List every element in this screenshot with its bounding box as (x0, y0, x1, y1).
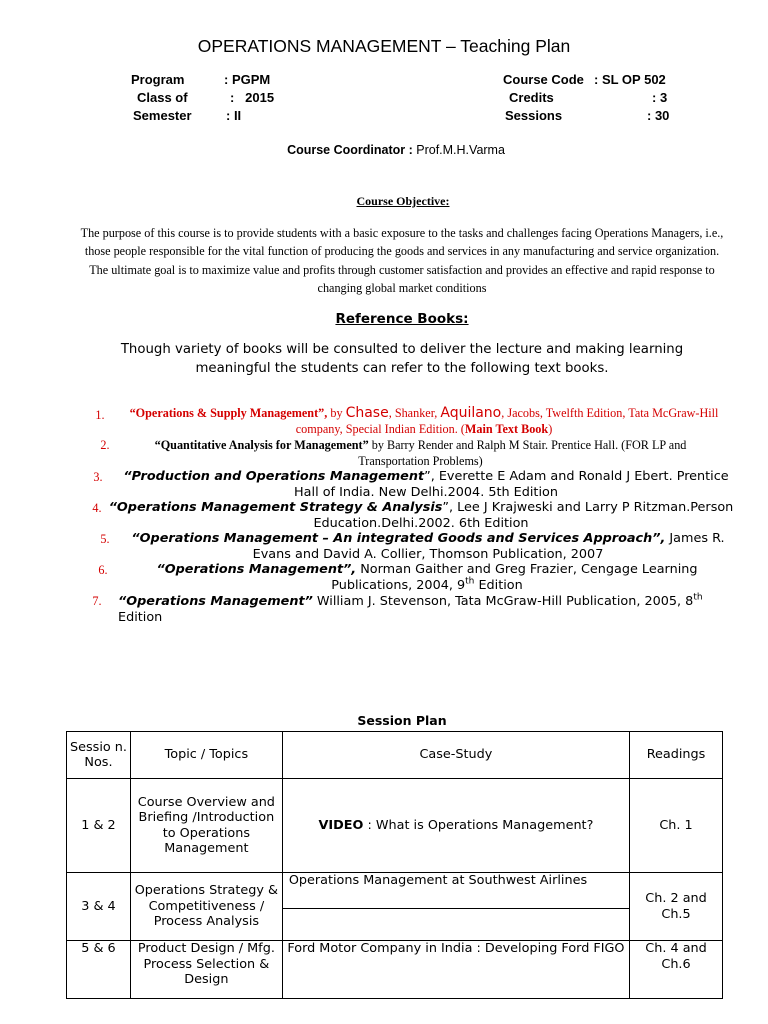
ref-item-3 (112, 469, 740, 500)
ref-item-7 (118, 594, 718, 625)
ref-rest: by Barry Render and Ralph M Stair. Prentice Hall. (FOR LP and Transportation Problems) (358, 438, 687, 468)
ref-title: “Operations Management Strategy & Analysis (108, 500, 443, 515)
ref-rest: , Jacobs, Twelfth Edition, Tata McGraw-Hill company, Special Indian Edition. ( (295, 406, 719, 436)
ref-title: “Operations Management”, (156, 562, 357, 577)
session-plan-title: Session Plan (357, 713, 447, 728)
coordinator-label: Course Coordinator : (287, 143, 413, 157)
sessions-value: : 30 (647, 108, 670, 123)
case-cell (282, 779, 629, 873)
ref-author: Chase (345, 405, 389, 421)
ref-title: “Operations Management” (118, 594, 313, 609)
class-value: : 2015 (230, 90, 275, 105)
sessions-label: Sessions (505, 108, 563, 123)
ref-item-6 (116, 562, 738, 593)
table-header-row (67, 732, 723, 779)
objective-text: The purpose of this course is to provide students with a basic exposure to the tasks and challenges facing Operations Managers, i.e., those people responsible for the vital function of producing the goods and services in any manufacturing and service organization. The ultimate goal is to maximize value and profits through customer satisfaction and provides an effective and rapid response to changing global market conditions (80, 226, 724, 295)
ref-author: Aquilano (440, 405, 502, 421)
ref-after: Edition (474, 577, 523, 593)
table-row (67, 941, 723, 999)
page-title: OPERATIONS MANAGEMENT – Teaching Plan (197, 36, 571, 56)
ref-sup: th (693, 592, 703, 603)
table-row (67, 779, 723, 873)
case-prefix: VIDEO (318, 817, 364, 833)
header-case-study: Case-Study (282, 732, 629, 779)
coordinator-name: Prof.M.H.Varma (416, 143, 505, 157)
program-label: Program (131, 72, 185, 87)
ref-number: 4. (92, 501, 102, 515)
session-cell: 3 & 4 (67, 873, 131, 941)
ref-by: by (327, 406, 346, 420)
ref-item-5 (119, 531, 737, 562)
reference-intro: Though variety of books will be consulted to deliver the lecture and making learning meaningful the students can refer to the following text books. (120, 342, 684, 376)
semester-label: Semester (133, 108, 192, 123)
ref-note: Main Text Book (464, 421, 549, 436)
ref-rest: James R. Evans and David A. Collier, Thomson Publication, 2007 (252, 531, 725, 562)
course-code-label: Course Code (503, 72, 584, 87)
ref-number: 5. (100, 532, 110, 546)
session-cell: 1 & 2 (67, 779, 131, 873)
header-readings: Readings (630, 732, 723, 779)
ref-title: “Quantitative Analysis for Management” (154, 438, 369, 452)
ref-rest: William J. Stevenson, Tata McGraw-Hill Publication, 2005, 8 (312, 594, 694, 609)
case-text: : What is Operations Management? (363, 817, 594, 833)
session-plan-table (66, 731, 723, 999)
ref-item-1 (114, 406, 734, 437)
ref-rest: ”, Lee J Krajweski and Larry P Ritzman.Person Education.Delhi.2002. 6th Edition (313, 500, 734, 531)
case-cell-empty (282, 909, 629, 941)
class-label: Class of (137, 90, 188, 105)
ref-number: 6. (98, 563, 108, 577)
credits-label: Credits (509, 90, 554, 105)
readings-cell: Ch. 4 and Ch.6 (630, 941, 723, 999)
course-coordinator (0, 143, 768, 157)
ref-after: Edition (118, 609, 163, 625)
ref-title: “Production and Operations Management (123, 469, 425, 484)
ref-item-2 (118, 438, 723, 469)
ref-number: 1. (95, 408, 105, 422)
ref-title: “Operations & Supply Management”, (129, 406, 328, 420)
header-session: Sessio n. Nos. (67, 732, 131, 779)
ref-title: “Operations Management – An integrated Goods and Services Approach”, (131, 531, 666, 546)
objective-heading: Course Objective: (356, 194, 450, 208)
ref-close: ) (548, 421, 553, 436)
course-code-value: : SL OP 502 (594, 72, 666, 87)
semester-value: : II (226, 108, 242, 123)
ref-number: 3. (93, 470, 103, 484)
program-value: : PGPM (224, 72, 271, 87)
header-topic: Topic / Topics (130, 732, 282, 779)
ref-number: 2. (100, 438, 110, 452)
ref-rest: Norman Gaither and Greg Frazier, Cengage Learning Publications, 2004, 9 (331, 562, 698, 593)
case-cell: Ford Motor Company in India : Developing Ford FIGO (282, 941, 629, 999)
ref-item-4 (108, 500, 734, 531)
credits-value: : 3 (652, 90, 668, 105)
topic-cell: Course Overview and Briefing /Introduction to Operations Management (130, 779, 282, 873)
table-row (67, 873, 723, 909)
case-cell: Operations Management at Southwest Airlines (282, 873, 629, 909)
session-cell: 5 & 6 (67, 941, 131, 999)
topic-cell: Product Design / Mfg. Process Selection & Design (130, 941, 282, 999)
ref-author-sep: , Shanker, (388, 406, 441, 420)
reference-heading: Reference Books: (335, 311, 469, 327)
ref-rest: ”, Everette E Adam and Ronald J Ebert. Prentice Hall of India. New Delhi.2004. 5th Edition (294, 469, 729, 500)
readings-cell: Ch. 1 (630, 779, 723, 873)
topic-cell: Operations Strategy & Competitiveness / Process Analysis (130, 873, 282, 941)
ref-number: 7. (92, 594, 102, 608)
ref-sup: th (465, 576, 475, 587)
readings-cell: Ch. 2 and Ch.5 (630, 873, 723, 941)
